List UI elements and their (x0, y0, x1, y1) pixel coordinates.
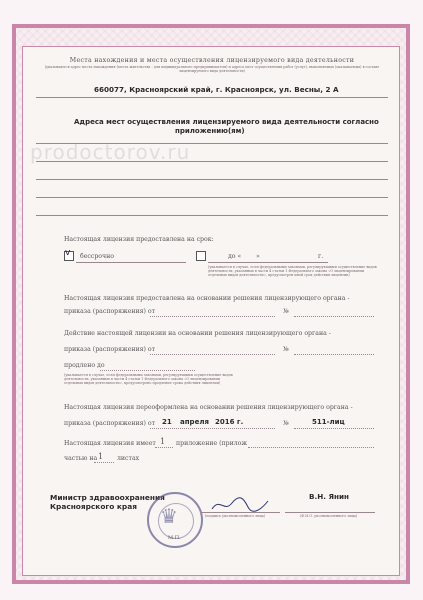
unlimited-underline (76, 262, 186, 263)
appendix-count-line (155, 447, 173, 448)
places-underline-5 (36, 215, 388, 216)
reissue-date-line (150, 428, 275, 429)
pages-suffix: листах (117, 455, 140, 462)
reissue-number-line (294, 428, 374, 429)
extension-note: (указывается в случае, если федеральными законами, регулирующими осуществление видов деятельности, указанных в части 4 статьи 1 Федерального закона «О лицензировании отдельных видов деятельности», предусмотрено продление срока действия лицензии) (64, 373, 233, 386)
pages-count-line (94, 462, 114, 463)
coat-of-arms-icon: ♛ (160, 504, 178, 528)
appendix-count: 1 (160, 437, 166, 446)
basis-number-sign: № (283, 308, 289, 315)
until-quote: » (256, 253, 260, 260)
name-caption: (Ф.И.О. уполномоченного лица) (300, 514, 358, 518)
places-underline-4 (36, 197, 388, 198)
basis-line-1: Настоящая лицензия предоставлена на основании решения лицензирующего органа - (64, 295, 350, 302)
extension-line-2: приказа (распоряжения) от (64, 346, 156, 353)
extension-date-line (150, 354, 275, 355)
until-option: до « (228, 253, 242, 260)
org-line-1: Министр здравоохранения (50, 493, 165, 502)
unlimited-option: бессрочно (80, 253, 114, 260)
until-year: г. (318, 253, 324, 260)
reissue-number: 511-лиц (312, 418, 345, 426)
places-underline-2 (36, 161, 388, 162)
org-line-2: Красноярского края (50, 502, 137, 511)
section-subtitle: (указываются адрес места нахождения (места жительства - для индивидуального предпринимателя) и адреса мест осуществления работ (услуг), выполняемых (оказываемых) в составе лицензируемого вида деятельности) (44, 65, 380, 74)
signature-underline (200, 512, 280, 513)
term-label: Настоящая лицензия предоставлена на срок: (64, 236, 214, 243)
until-underline (208, 262, 328, 263)
basis-number-line (294, 316, 374, 317)
appendix-tail-line (248, 447, 374, 448)
address-underline (36, 97, 388, 98)
places-line-1: Адреса мест осуществления лицензируемого вида деятельности согласно (74, 118, 379, 126)
seal-label: М.П. (168, 535, 181, 541)
reissue-line-2: приказа (распоряжения) от (64, 420, 156, 427)
name-underline (285, 512, 375, 513)
extended-until-label: продлено до (64, 362, 105, 369)
reissue-number-sign: № (283, 420, 289, 427)
reissue-day: 21 (162, 418, 172, 426)
extension-number-sign: № (283, 346, 289, 353)
reissue-line-1: Настоящая лицензия переоформлена на основании решения лицензирующего органа - (64, 404, 353, 411)
pages-label: частью на (64, 455, 98, 462)
until-checkbox[interactable] (196, 251, 206, 261)
term-note: (указывается в случае, если федеральными законами, регулирующими осуществление видов деятельности, указанных в части 4 статьи 1 Федерального закона «О лицензировании отдельных видов деятельности», предусмотрен иной срок действия лицензии) (208, 265, 377, 278)
basis-date-line (150, 316, 275, 317)
watermark-text: prodoctorov.ru (30, 140, 191, 164)
address-text: 660077, Красноярский край, г. Красноярск, ул. Весны, 2 А (94, 85, 339, 94)
section-title: Места нахождения и места осуществления лицензируемого вида деятельности (69, 57, 355, 64)
extension-line-1: Действие настоящей лицензии на основании решения лицензирующего органа - (64, 330, 331, 337)
places-underline-3 (36, 179, 388, 180)
reissue-year: 2016 г. (215, 418, 244, 426)
extension-number-line (294, 354, 374, 355)
places-underline-1 (36, 143, 388, 144)
places-line-2: приложению(ям) (175, 127, 245, 135)
checkmark-icon: v (65, 248, 71, 258)
extended-until-line (100, 370, 195, 371)
official-name: В.Н. Янин (309, 492, 349, 501)
appendix-suffix: приложение (прилож (176, 440, 248, 447)
basis-line-2: приказа (распоряжения) от (64, 308, 156, 315)
signature-caption: (подпись уполномоченного лица) (205, 514, 266, 518)
reissue-month: апреля (180, 418, 209, 426)
appendix-prefix: Настоящая лицензия имеет (64, 440, 156, 447)
pages-count: 1 (98, 452, 104, 461)
